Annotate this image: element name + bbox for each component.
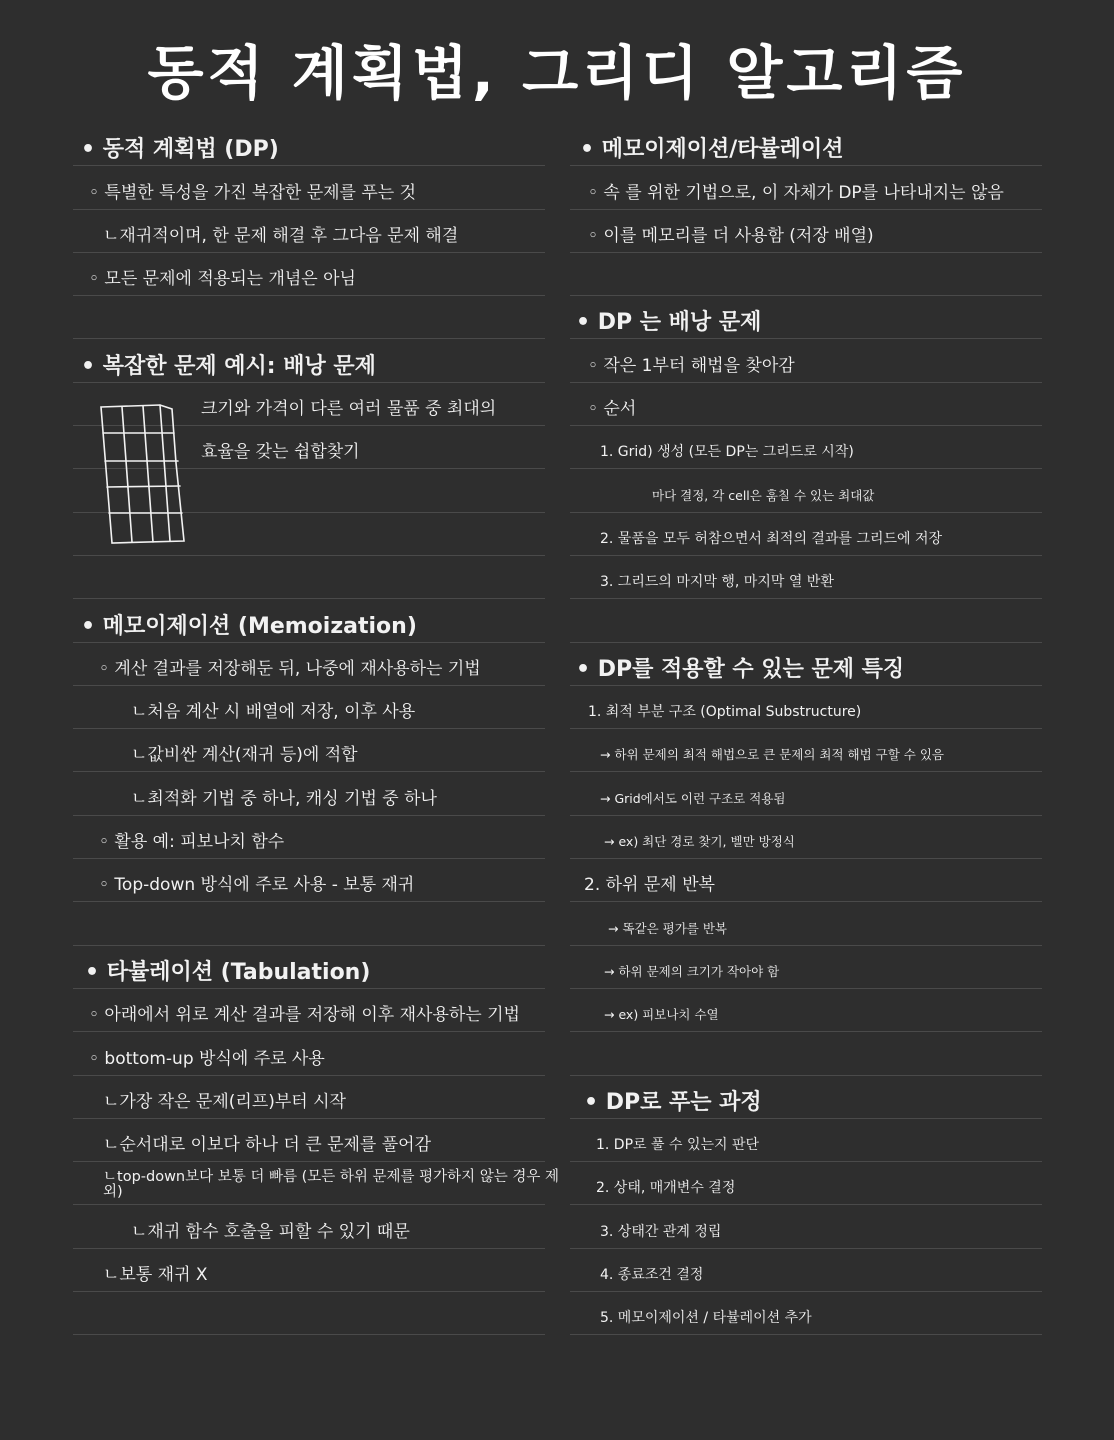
note-text: • 복잡한 문제 예시: 배낭 문제 (81, 353, 376, 379)
note-text: 2. 하위 문제 반복 (584, 875, 715, 896)
section-heading (570, 296, 1042, 339)
note-line (73, 729, 545, 772)
note-line (73, 816, 545, 859)
section-heading (73, 339, 545, 382)
note-text: 4. 종료조건 결정 (600, 1267, 704, 1284)
section-heading (73, 599, 545, 642)
note-line (570, 859, 1042, 902)
note-text: ㄴtop-down보다 보통 더 빠름 (모든 하위 문제를 평가하지 않는 경우 제외) (103, 1169, 560, 1201)
note-text: ◦ 계산 결과를 저장해둔 뒤, 나중에 재사용하는 기법 (99, 658, 481, 679)
note-line (73, 643, 545, 686)
note-text: ㄴ가장 작은 문제(리프)부터 시작 (103, 1091, 346, 1112)
note-line (73, 1076, 545, 1119)
note-text: 1. DP로 풀 수 있는지 판단 (596, 1137, 760, 1154)
note-line (570, 1292, 1042, 1335)
note-line (570, 772, 1042, 815)
note-text: ◦ 순서 (588, 399, 637, 420)
note-text: → 똑같은 평가를 반복 (608, 920, 727, 936)
note-line (73, 556, 545, 599)
note-text: → 하위 문제의 최적 해법으로 큰 문제의 최적 해법 구할 수 있음 (600, 747, 944, 763)
note-line (73, 166, 545, 209)
note-text: ◦ 속 를 위한 기법으로, 이 자체가 DP를 나타내지는 않음 (588, 182, 1004, 203)
note-text: ◦ 아래에서 위로 계산 결과를 저장해 이후 재사용하는 기법 (89, 1005, 520, 1026)
note-text: → ex) 최단 경로 찾기, 벨만 방정식 (604, 834, 795, 850)
note-line (73, 902, 545, 945)
note-line (73, 772, 545, 815)
right-column (570, 123, 1042, 1335)
note-line (73, 253, 545, 296)
note-line (73, 1119, 545, 1162)
note-line (73, 296, 545, 339)
note-line (570, 1119, 1042, 1162)
note-line (570, 210, 1042, 253)
note-text: 3. 상태간 관계 정립 (600, 1223, 722, 1240)
note-text: • DP 는 배낭 문제 (576, 310, 762, 336)
note-line (570, 729, 1042, 772)
note-line (570, 902, 1042, 945)
note-text: → 하위 문제의 크기가 작아야 함 (604, 963, 780, 979)
section-heading (570, 123, 1042, 166)
note-line (570, 816, 1042, 859)
note-line (73, 1162, 560, 1205)
note-line (73, 859, 545, 902)
note-text: • 메모이제이션 (Memoization) (81, 613, 417, 639)
note-text: 5. 메모이제이션 / 타뷸레이션 추가 (600, 1310, 812, 1327)
note-text: ◦ 활용 예: 피보나치 함수 (99, 832, 285, 853)
note-text: 크기와 가격이 다른 여러 물품 중 최대의 (201, 399, 497, 420)
note-text: ◦ 특별한 특성을 가진 복잡한 문제를 푸는 것 (89, 182, 417, 203)
note-text: 1. Grid) 생성 (모든 DP는 그리드로 시작) (600, 444, 854, 461)
section-heading (570, 643, 1042, 686)
note-line (73, 210, 545, 253)
note-text: ◦ Top-down 방식에 주로 사용 - 보통 재귀 (99, 875, 415, 896)
note-line (73, 1292, 545, 1335)
section-heading (570, 1076, 1042, 1119)
note-text: 1. 최적 부분 구조 (Optimal Substructure) (588, 704, 862, 721)
note-line (73, 1249, 545, 1292)
note-line (570, 383, 1042, 426)
note-text: 마다 결정, 각 cell은 훔칠 수 있는 최대값 (652, 487, 875, 503)
note-text: • 메모이제이션/타뷸레이션 (580, 137, 844, 163)
note-line (73, 686, 545, 729)
note-text: ◦ 작은 1부터 해법을 찾아감 (588, 355, 795, 376)
note-text: • DP로 푸는 과정 (584, 1089, 762, 1115)
section-heading (73, 123, 545, 166)
note-line (570, 946, 1042, 989)
note-line (73, 989, 545, 1032)
note-line (570, 513, 1042, 556)
note-text: ◦ 이를 메모리를 더 사용함 (저장 배열) (588, 225, 874, 246)
note-line (570, 426, 1042, 469)
note-text: • 타뷸레이션 (Tabulation) (85, 959, 371, 985)
note-text: 2. 물품을 모두 허참으면서 최적의 결과를 그리드에 저장 (600, 530, 943, 547)
note-line (570, 686, 1042, 729)
note-line (570, 1162, 1042, 1205)
note-line (570, 469, 1042, 512)
note-line (570, 989, 1042, 1032)
note-line (570, 1032, 1042, 1075)
note-text: ◦ bottom-up 방식에 주로 사용 (89, 1048, 325, 1069)
note-text: → Grid에서도 이런 구조로 적용됨 (600, 790, 786, 806)
note-line (570, 1249, 1042, 1292)
note-line (570, 339, 1042, 382)
note-text: ◦ 모든 문제에 적용되는 개념은 아님 (89, 269, 356, 290)
note-text: • DP를 적용할 수 있는 문제 특징 (576, 656, 905, 682)
note-text: ㄴ최적화 기법 중 하나, 캐싱 기법 중 하나 (131, 788, 437, 809)
note-text: • 동적 계획법 (DP) (81, 137, 279, 163)
note-text: ㄴ값비싼 계산(재귀 등)에 적합 (131, 745, 358, 766)
note-text: ㄴ재귀적이며, 한 문제 해결 후 그다음 문제 해결 (103, 225, 459, 246)
left-column (73, 123, 560, 1335)
page-title: 동적 계획법, 그리디 알고리즘 (147, 39, 967, 107)
note-line (570, 253, 1042, 296)
note-line (73, 1205, 545, 1248)
note-text: 효율을 갖는 쉽합찾기 (201, 442, 360, 463)
knapsack-grid-sketch-icon (98, 403, 190, 547)
note-text: ㄴ보통 재귀 X (103, 1265, 208, 1286)
note-text: → ex) 피보나치 수열 (604, 1007, 719, 1023)
note-text: ㄴ처음 계산 시 배열에 저장, 이후 사용 (131, 702, 416, 723)
note-text: 3. 그리드의 마지막 행, 마지막 열 반환 (600, 574, 834, 591)
note-line (73, 1032, 545, 1075)
note-line (570, 599, 1042, 642)
note-line (570, 166, 1042, 209)
note-text: ㄴ순서대로 이보다 하나 더 큰 문제를 풀어감 (103, 1135, 432, 1156)
note-text: 2. 상태, 매개변수 결정 (596, 1180, 736, 1197)
section-heading (73, 946, 545, 989)
note-line (570, 1205, 1042, 1248)
note-text: ㄴ재귀 함수 호출을 피할 수 있기 때문 (131, 1221, 410, 1242)
note-line (570, 556, 1042, 599)
